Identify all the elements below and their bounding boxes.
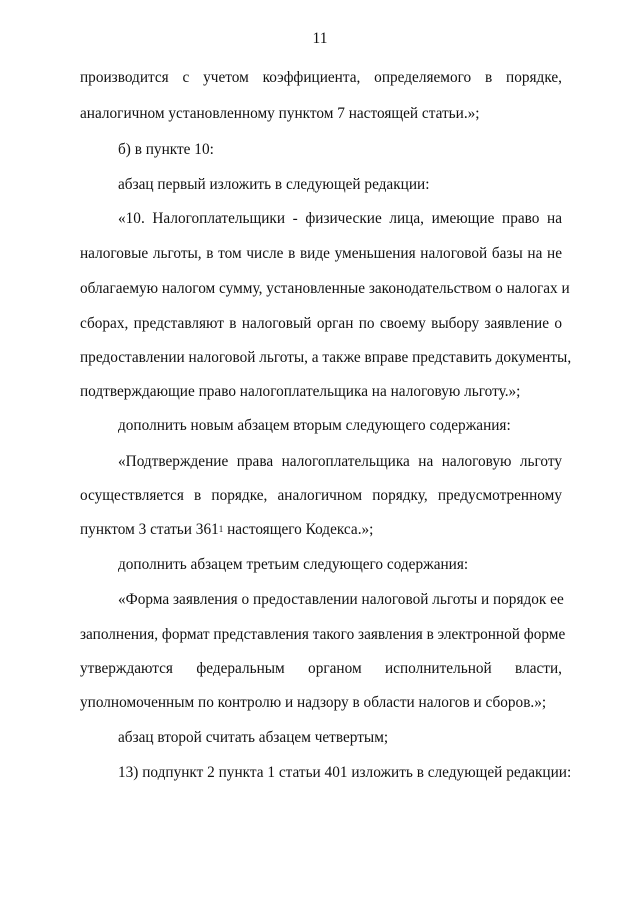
text-line: 13) подпункт 2 пункта 1 статьи 401 изложить в следующей редакции: — [118, 764, 572, 781]
text-line: «Подтверждение права налогоплательщика на налоговую льготу — [118, 453, 562, 470]
text-line: налоговые льготы, в том числе в виде уменьшения налоговой базы на не — [80, 245, 562, 262]
text-line: абзац второй считать абзацем четвертым; — [118, 729, 389, 746]
text-line: заполнения, формат представления такого заявления в электронной форме — [80, 626, 566, 643]
page-number: 11 — [312, 30, 328, 47]
text-line: производится с учетом коэффициента, определяемого в порядке, — [80, 69, 562, 86]
text-line: дополнить новым абзацем вторым следующего содержания: — [118, 417, 511, 434]
text-line: абзац первый изложить в следующей редакции: — [118, 176, 430, 193]
text-line: утверждаются федеральным органом исполнительной власти, — [80, 660, 562, 677]
text-line: предоставлении налоговой льготы, а также вправе представить документы, — [80, 349, 572, 366]
text-line: подтверждающие право налогоплательщика на налоговую льготу.»; — [80, 383, 521, 400]
superscript: 1 — [218, 524, 224, 534]
text-line: аналогичном установленному пунктом 7 настоящей статьи.»; — [80, 105, 480, 122]
text-line: уполномоченным по контролю и надзору в области налогов и сборов.»; — [80, 694, 547, 711]
text-fragment: настоящего Кодекса.»; — [227, 521, 374, 538]
text-line: облагаемую налогом сумму, установленные законодательством о налогах и — [80, 280, 570, 297]
text-line: дополнить абзацем третьим следующего содержания: — [118, 556, 469, 573]
text-line: «10. Налогоплательщики - физические лица, имеющие право на — [118, 210, 562, 227]
text-fragment: пунктом 3 статьи 361 — [80, 521, 219, 538]
text-line: осуществляется в порядке, аналогичном порядку, предусмотренному — [80, 487, 562, 504]
text-line: б) в пункте 10: — [118, 141, 214, 158]
text-line: сборах, представляют в налоговый орган по своему выбору заявление о — [80, 315, 562, 332]
text-line — [80, 520, 562, 540]
text-line: «Форма заявления о предоставлении налоговой льготы и порядок ее — [118, 591, 564, 608]
